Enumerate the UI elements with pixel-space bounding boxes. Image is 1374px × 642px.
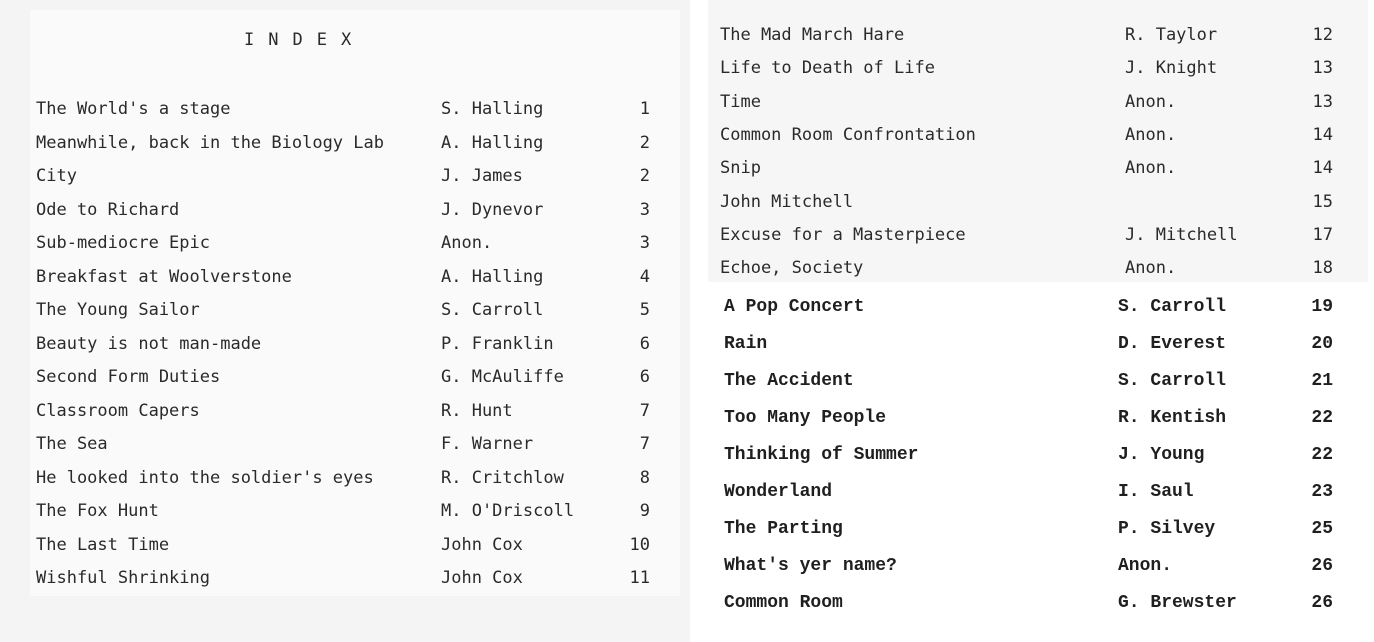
index-entry — [690, 405, 1374, 431]
index-entry — [0, 163, 690, 189]
entry-page-number: 7 — [639, 434, 650, 454]
entry-page-number: 3 — [639, 199, 650, 220]
entry-page-number: 22 — [1311, 408, 1333, 428]
entry-author: Anon. — [441, 233, 493, 253]
entry-author: J. Knight — [1125, 58, 1218, 79]
entry-page-number: 19 — [1311, 297, 1333, 317]
entry-title: A Pop Concert — [724, 297, 865, 317]
entry-title: John Mitchell — [720, 191, 854, 212]
entry-title: Classroom Capers — [36, 400, 200, 421]
entry-author: Anon. — [1118, 556, 1173, 576]
entry-page-number: 2 — [639, 132, 650, 153]
index-entry — [0, 532, 690, 558]
entry-page-number: 14 — [1312, 158, 1333, 179]
entry-title: Rain — [724, 334, 768, 354]
index-entry — [690, 122, 1374, 148]
index-entry — [0, 130, 690, 156]
index-entry — [690, 442, 1374, 468]
entry-page-number: 21 — [1311, 371, 1333, 391]
entry-author: John Cox — [441, 534, 523, 555]
entry-page-number: 22 — [1311, 445, 1333, 465]
index-entry — [0, 465, 690, 491]
entry-author: R. Taylor — [1125, 25, 1218, 45]
index-entry — [690, 89, 1374, 115]
index-entry — [690, 590, 1374, 616]
index-entry — [0, 264, 690, 290]
entry-author: P. Franklin — [441, 333, 554, 354]
index-heading: INDEX — [244, 30, 366, 50]
entry-page-number: 7 — [639, 400, 650, 421]
entry-page-number: 5 — [639, 300, 650, 320]
index-entry — [690, 368, 1374, 394]
entry-author: John Cox — [441, 568, 523, 588]
entry-title: Sub-mediocre Epic — [36, 233, 210, 253]
entry-title: The Young Sailor — [36, 300, 200, 320]
index-entry — [0, 398, 690, 424]
entry-page-number: 9 — [639, 501, 650, 521]
entry-page-number: 12 — [1312, 25, 1333, 45]
entry-author: S. Halling — [441, 99, 544, 119]
entry-title: City — [36, 166, 77, 186]
entry-title: The Fox Hunt — [36, 501, 159, 521]
entry-author: G. Brewster — [1118, 593, 1237, 613]
entry-title: He looked into the soldier's eyes — [36, 467, 374, 488]
index-entry — [690, 55, 1374, 81]
entry-title: Common Room Confrontation — [720, 124, 976, 145]
entry-title: The Parting — [724, 519, 843, 539]
index-entry — [690, 294, 1374, 320]
entry-page-number: 6 — [639, 367, 650, 387]
entry-author: A. Halling — [441, 266, 544, 287]
entry-author: Anon. — [1125, 258, 1177, 279]
entry-page-number: 4 — [639, 266, 650, 287]
entry-page-number: 6 — [639, 333, 650, 354]
index-entry — [690, 516, 1374, 542]
entry-page-number: 1 — [639, 99, 650, 119]
entry-page-number: 11 — [629, 568, 650, 588]
entry-title: Life to Death of Life — [720, 58, 935, 79]
entry-page-number: 26 — [1311, 556, 1333, 576]
index-entry — [690, 222, 1374, 248]
entry-page-number: 8 — [639, 467, 650, 488]
entry-title: The World's a stage — [36, 99, 231, 119]
index-entry — [0, 197, 690, 223]
entry-author: M. O'Driscoll — [441, 501, 575, 521]
entry-author: Anon. — [1125, 158, 1177, 179]
index-entry — [0, 297, 690, 323]
entry-author: A. Halling — [441, 132, 544, 153]
index-entry — [690, 479, 1374, 505]
entry-page-number: 14 — [1312, 124, 1333, 145]
entry-title: The Accident — [724, 371, 854, 391]
entry-page-number: 23 — [1311, 482, 1333, 502]
index-entry — [0, 364, 690, 390]
entry-title: Meanwhile, back in the Biology Lab — [36, 132, 384, 153]
index-entry — [690, 553, 1374, 579]
entry-page-number: 15 — [1312, 191, 1333, 212]
entry-author: J. Dynevor — [441, 199, 544, 220]
entry-author: Anon. — [1125, 124, 1177, 145]
index-entry — [0, 230, 690, 256]
entry-title: The Mad March Hare — [720, 25, 905, 45]
entry-author: S. Carroll — [441, 300, 544, 320]
index-entry — [0, 331, 690, 357]
entry-title: Snip — [720, 158, 761, 179]
entry-page-number: 25 — [1311, 519, 1333, 539]
entry-page-number: 20 — [1311, 334, 1333, 354]
index-entry — [0, 431, 690, 457]
index-entry — [690, 255, 1374, 281]
entry-author: D. Everest — [1118, 334, 1227, 354]
entry-author: S. Carroll — [1118, 297, 1227, 317]
entry-title: Beauty is not man-made — [36, 333, 262, 354]
entry-author: J. James — [441, 166, 523, 186]
entry-page-number: 10 — [629, 534, 650, 555]
entry-author: J. Young — [1118, 445, 1205, 465]
entry-page-number: 26 — [1311, 593, 1333, 613]
entry-author: P. Silvey — [1118, 519, 1216, 539]
entry-title: The Last Time — [36, 534, 170, 555]
entry-page-number: 13 — [1312, 91, 1333, 112]
entry-title: Echoe, Society — [720, 258, 864, 279]
index-entry — [0, 565, 690, 591]
entry-author: G. McAuliffe — [441, 367, 564, 387]
entry-page-number: 13 — [1312, 58, 1333, 79]
index-entry — [690, 22, 1374, 48]
entry-title: The Sea — [36, 434, 108, 454]
entry-page-number: 3 — [639, 233, 650, 253]
entry-title: Common Room — [724, 593, 843, 613]
entry-title: Time — [720, 91, 761, 112]
entry-title: Wonderland — [724, 482, 833, 502]
entry-title: Breakfast at Woolverstone — [36, 266, 292, 287]
entry-author: R. Critchlow — [441, 467, 564, 488]
entry-page-number: 18 — [1312, 258, 1333, 279]
entry-page-number: 17 — [1312, 224, 1333, 245]
entry-author: I. Saul — [1118, 482, 1194, 502]
entry-title: Thinking of Summer — [724, 445, 919, 465]
entry-page-number: 2 — [639, 166, 650, 186]
entry-title: Wishful Shrinking — [36, 568, 210, 588]
index-entry — [690, 155, 1374, 181]
entry-author: R. Kentish — [1118, 408, 1227, 428]
index-entry — [690, 189, 1374, 215]
entry-title: Too Many People — [724, 408, 887, 428]
index-entry — [0, 498, 690, 524]
entry-title: Ode to Richard — [36, 199, 180, 220]
entry-author: J. Mitchell — [1125, 224, 1238, 245]
entry-author: F. Warner — [441, 434, 534, 454]
index-entry — [690, 331, 1374, 357]
right-page — [690, 0, 1374, 642]
entry-author: R. Hunt — [441, 400, 513, 421]
entry-author: Anon. — [1125, 91, 1177, 112]
entry-title: Excuse for a Masterpiece — [720, 224, 966, 245]
entry-title: Second Form Duties — [36, 367, 221, 387]
index-entry — [0, 96, 690, 122]
entry-author: S. Carroll — [1118, 371, 1227, 391]
entry-title: What's yer name? — [724, 556, 897, 576]
